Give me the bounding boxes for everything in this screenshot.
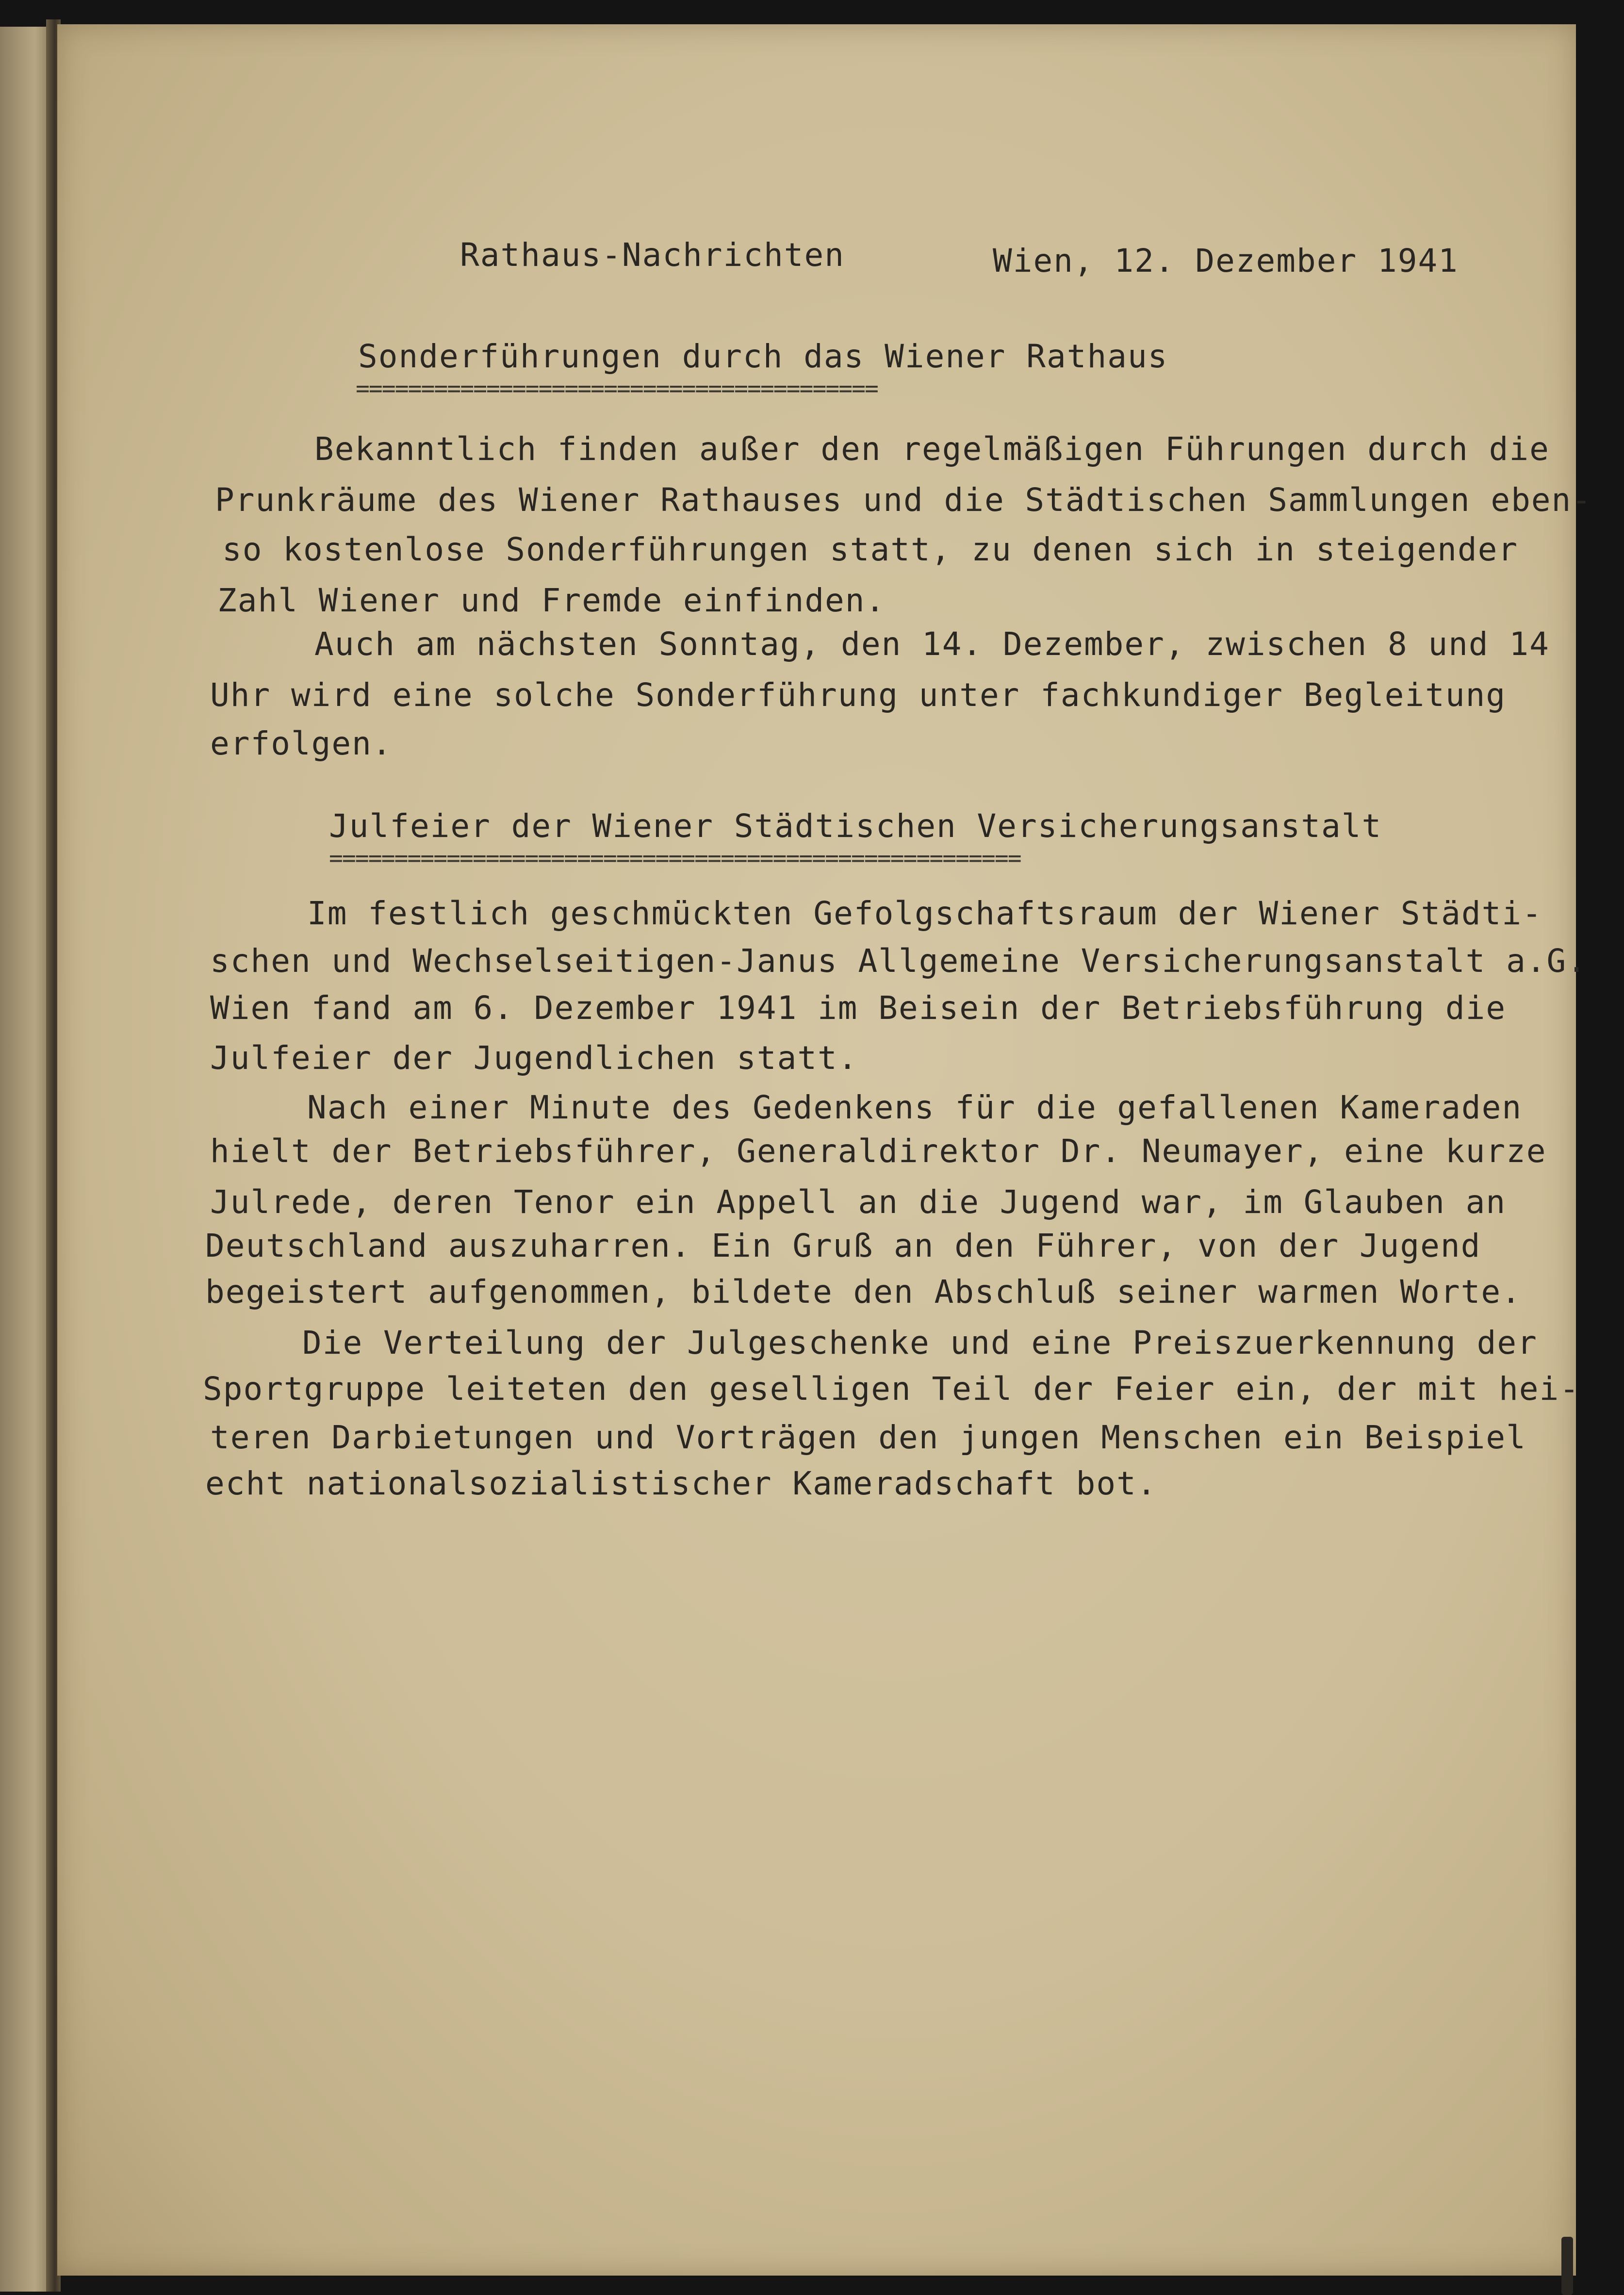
article-2-title-underline: =====================================================: [329, 847, 1021, 870]
article-1-line: so kostenlose Sonderführungen statt, zu denen sich in steigender: [222, 531, 1519, 568]
article-2-line: Julfeier der Jugendlichen statt.: [210, 1039, 858, 1077]
article-2-line: schen und Wechselseitigen-Janus Allgemeine Versicherungsanstalt a.G.: [210, 942, 1588, 980]
article-1-line: Auch am nächsten Sonntag, den 14. Dezember, zwischen 8 und 14: [314, 625, 1550, 663]
page-edge-mark: [1561, 2237, 1573, 2295]
article-1-line: Uhr wird eine solche Sonderführung unter fachkundiger Begleitung: [210, 676, 1507, 714]
article-1-title-underline: ========================================: [356, 377, 878, 400]
article-2-line: Deutschland auszuharren. Ein Gruß an den Führer, von der Jugend: [205, 1227, 1481, 1264]
article-2-line: begeistert aufgenommen, bildete den Abschluß seiner warmen Worte.: [205, 1273, 1522, 1311]
article-1-line: Zahl Wiener und Fremde einfinden.: [217, 582, 886, 619]
article-2-title: Julfeier der Wiener Städtischen Versicherungsanstalt: [329, 807, 1382, 845]
article-2-line: Die Verteilung der Julgeschenke und eine Preiszuerkennung der: [302, 1324, 1538, 1361]
article-2-line: Sportgruppe leiteten den geselligen Teil der Feier ein, der mit hei-: [203, 1370, 1580, 1408]
dateline: Wien, 12. Dezember 1941: [993, 242, 1459, 279]
article-2-line: Im festlich geschmückten Gefolgschaftsraum der Wiener Städti-: [307, 895, 1542, 932]
article-1-line: erfolgen.: [210, 725, 393, 762]
article-1-line: Prunkräume des Wiener Rathauses und die Städtischen Sammlungen eben-: [215, 481, 1592, 519]
article-2-line: echt nationalsozialistischer Kameradschaft bot.: [205, 1465, 1157, 1502]
article-2-line: teren Darbietungen und Vorträgen den jungen Menschen ein Beispiel: [210, 1419, 1526, 1456]
article-2-line: Wien fand am 6. Dezember 1941 im Beisein der Betriebsführung die: [210, 989, 1507, 1027]
article-1-line: Bekanntlich finden außer den regelmäßigen Führungen durch die: [314, 430, 1550, 468]
publication-name: Rathaus-Nachrichten: [460, 236, 845, 274]
article-1-title: Sonderführungen durch das Wiener Rathaus: [358, 338, 1168, 375]
article-2-line: Nach einer Minute des Gedenkens für die gefallenen Kameraden: [307, 1089, 1523, 1126]
article-2-line: hielt der Betriebsführer, Generaldirektor Dr. Neumayer, eine kurze: [210, 1132, 1547, 1170]
article-2-line: Julrede, deren Tenor ein Appell an die Jugend war, im Glauben an: [210, 1183, 1507, 1221]
typewritten-page: [57, 24, 1592, 2276]
